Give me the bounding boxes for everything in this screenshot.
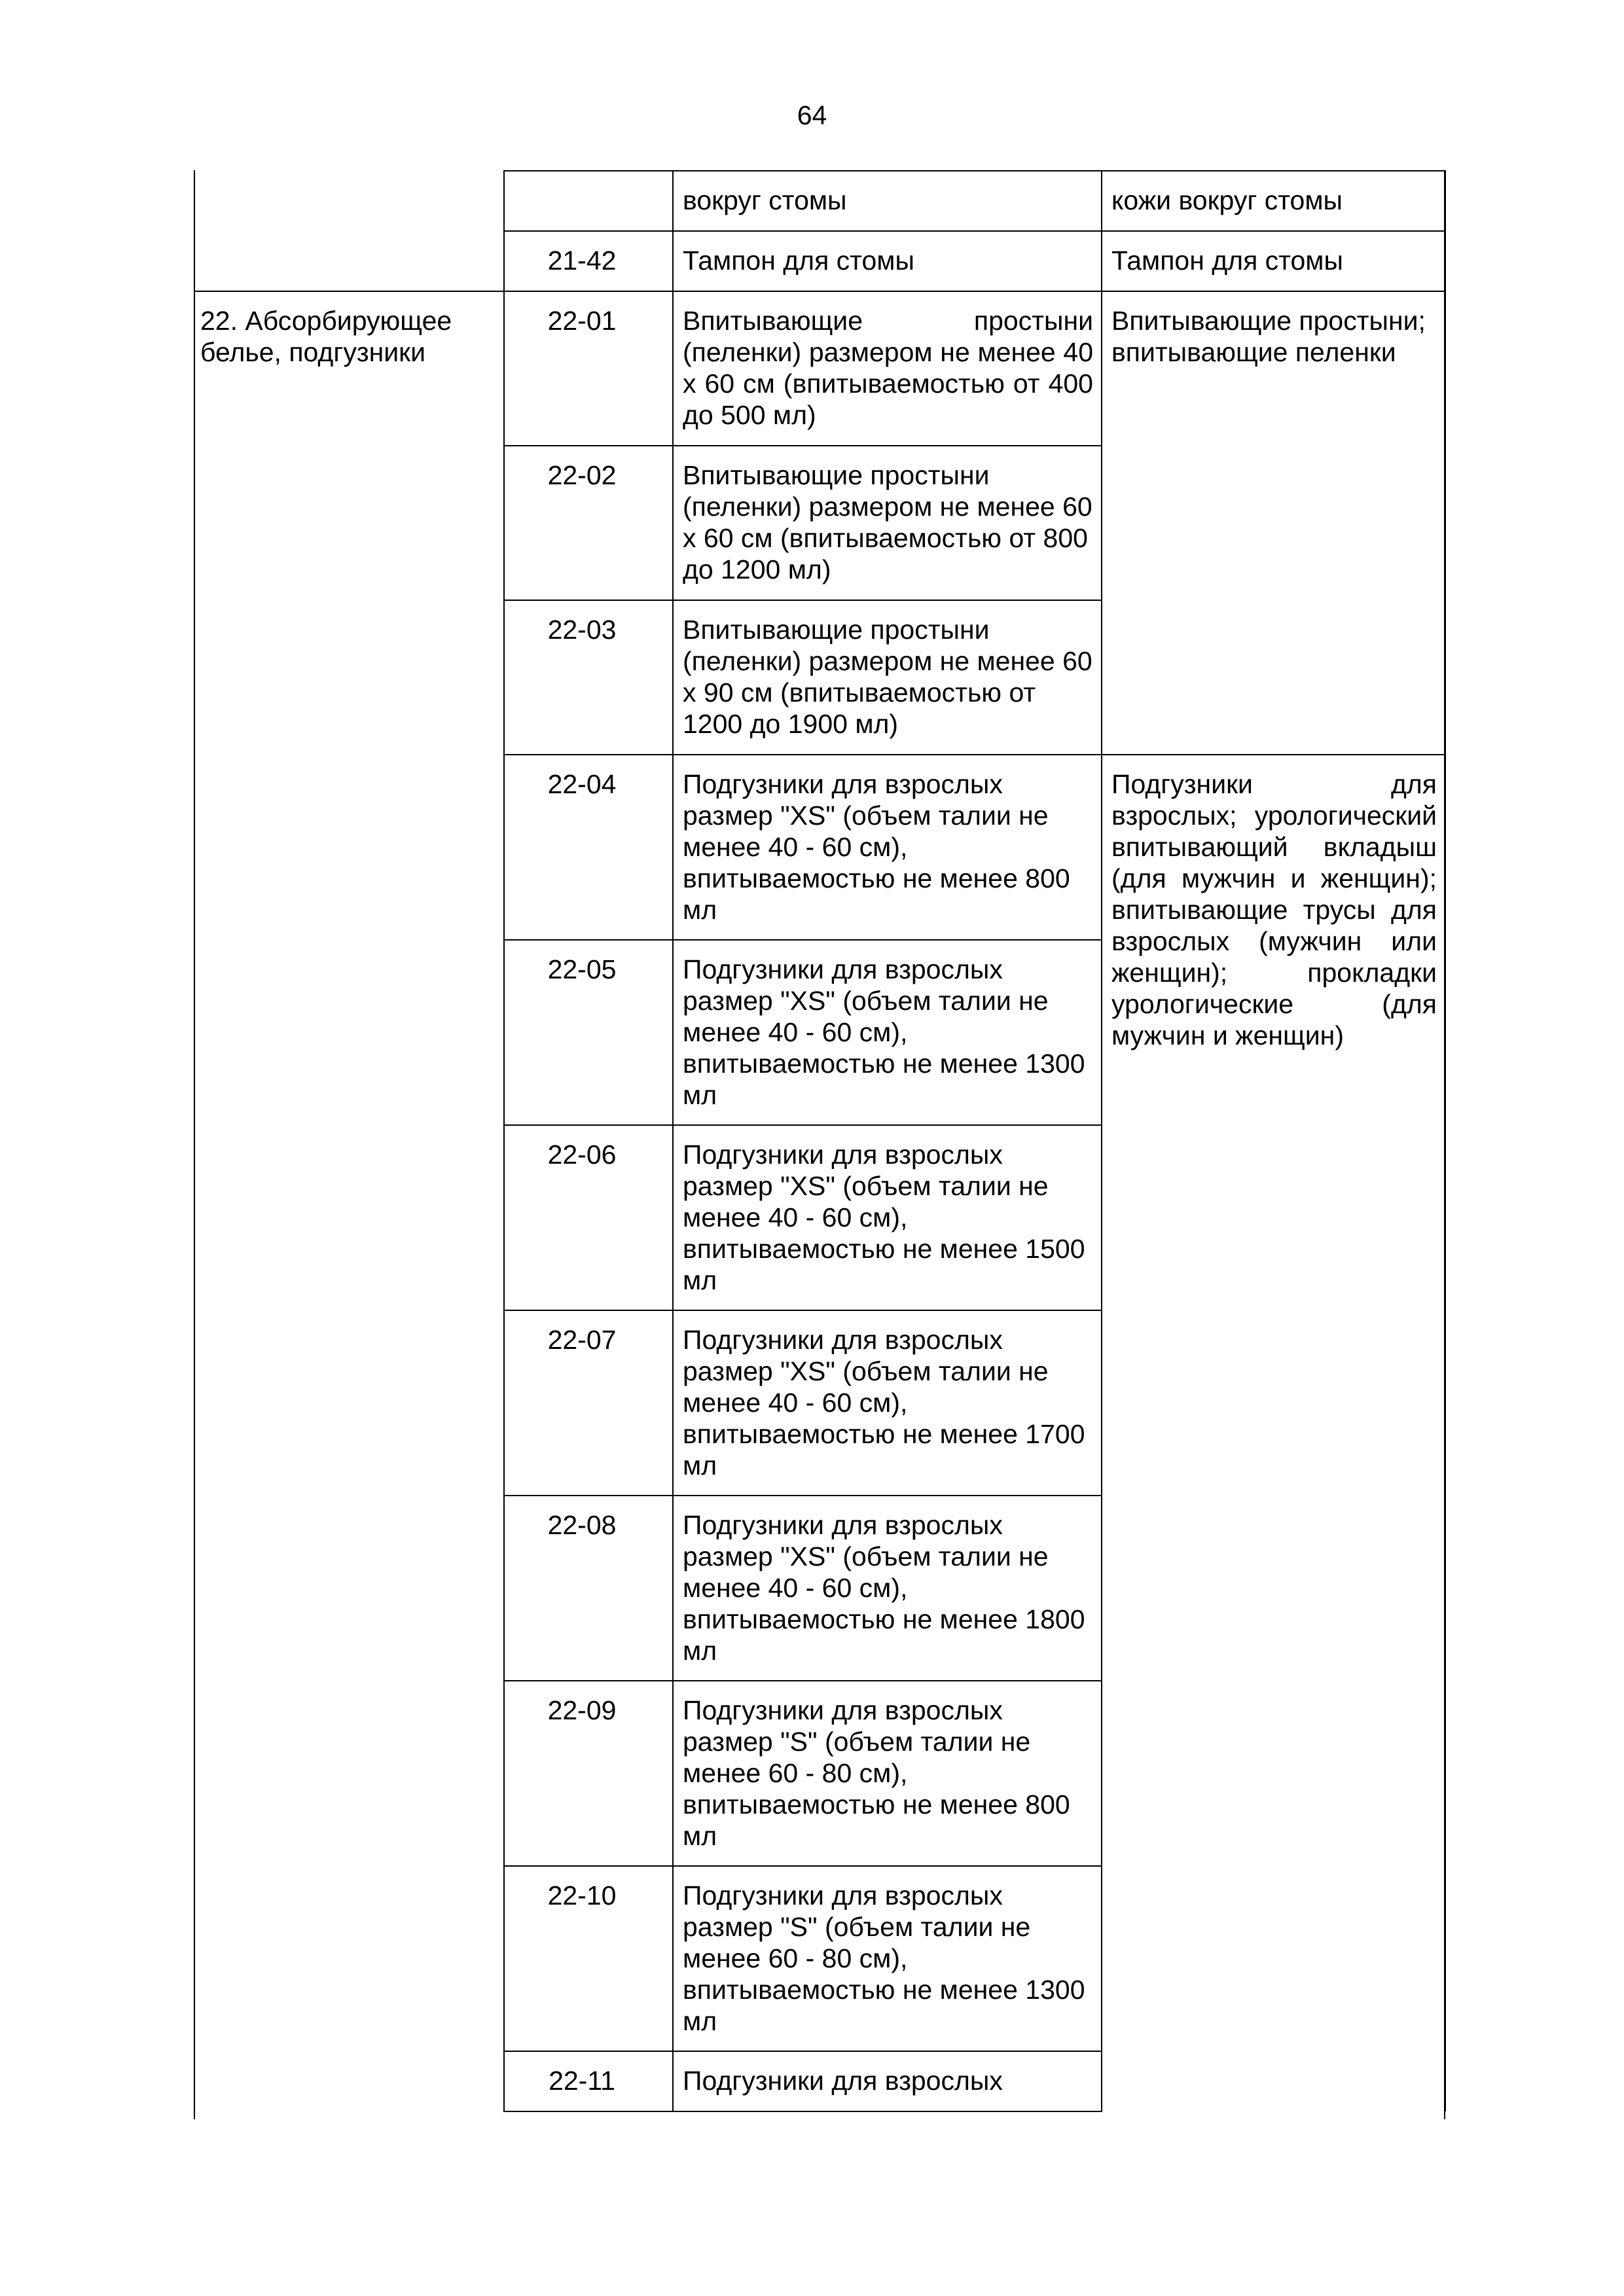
code-cell: 22-01 (504, 291, 673, 446)
name-cell: Подгузники для взрослых; урологический впитывающий вкладыш (для мужчин и женщин); впитывающие трусы для взрослых (мужчин или женщин); прокладки урологические (для мужчин и женщин) (1102, 755, 1445, 2111)
code-cell: 22-08 (504, 1496, 673, 1681)
name-cell: Тампон для стомы (1102, 231, 1445, 291)
description-cell: Подгузники для взрослых размер "XS" (объем талии не менее 40 - 60 см), впитываемостью не менее 1700 мл (673, 1310, 1102, 1496)
code-cell (504, 171, 673, 231)
description-cell: Впитывающие простыни (пеленки) размером не менее 60 x 60 см (впитываемостью от 800 до 1200 мл) (673, 446, 1102, 600)
code-cell: 22-11 (504, 2051, 673, 2111)
category-cell (194, 171, 504, 291)
medical-products-table (194, 170, 1446, 2112)
code-cell: 22-03 (504, 600, 673, 755)
code-cell: 22-04 (504, 755, 673, 940)
description-cell: Подгузники для взрослых размер "S" (объем талии не менее 60 - 80 см), впитываемостью не менее 1300 мл (673, 1866, 1102, 2051)
code-cell: 21-42 (504, 231, 673, 291)
description-cell: Подгузники для взрослых (673, 2051, 1102, 2111)
code-cell: 22-05 (504, 940, 673, 1125)
description-cell: Впитывающие простыни (пеленки) размером не менее 60 x 90 см (впитываемостью от 1200 до 1900 мл) (673, 600, 1102, 755)
page-number: 64 (797, 100, 827, 130)
code-cell: 22-09 (504, 1681, 673, 1866)
description-cell: вокруг стомы (673, 171, 1102, 231)
name-cell: Впитывающие простыни; впитывающие пеленки (1102, 291, 1445, 755)
description-cell: Впитывающие простыни (пеленки) размером не менее 40 x 60 см (впитываемостью от 400 до 500 мл) (673, 291, 1102, 446)
category-title: 22. Абсорбирующее белье, подгузники (200, 306, 452, 367)
code-cell: 22-10 (504, 1866, 673, 2051)
description-cell: Подгузники для взрослых размер "S" (объем талии не менее 60 - 80 см), впитываемостью не менее 800 мл (673, 1681, 1102, 1866)
description-cell: Подгузники для взрослых размер "XS" (объем талии не менее 40 - 60 см), впитываемостью не менее 1500 мл (673, 1125, 1102, 1310)
description-cell: Подгузники для взрослых размер "XS" (объем талии не менее 40 - 60 см), впитываемостью не менее 1300 мл (673, 940, 1102, 1125)
description-cell: Подгузники для взрослых размер "XS" (объем талии не менее 40 - 60 см), впитываемостью не менее 1800 мл (673, 1496, 1102, 1681)
table-row (194, 291, 1445, 446)
code-cell: 22-02 (504, 446, 673, 600)
table-row (194, 171, 1445, 231)
category-cell (194, 291, 504, 2111)
description-cell: Тампон для стомы (673, 231, 1102, 291)
name-cell: кожи вокруг стомы (1102, 171, 1445, 231)
code-cell: 22-07 (504, 1310, 673, 1496)
description-cell: Подгузники для взрослых размер "XS" (объем талии не менее 40 - 60 см), впитываемостью не менее 800 мл (673, 755, 1102, 940)
code-cell: 22-06 (504, 1125, 673, 1310)
